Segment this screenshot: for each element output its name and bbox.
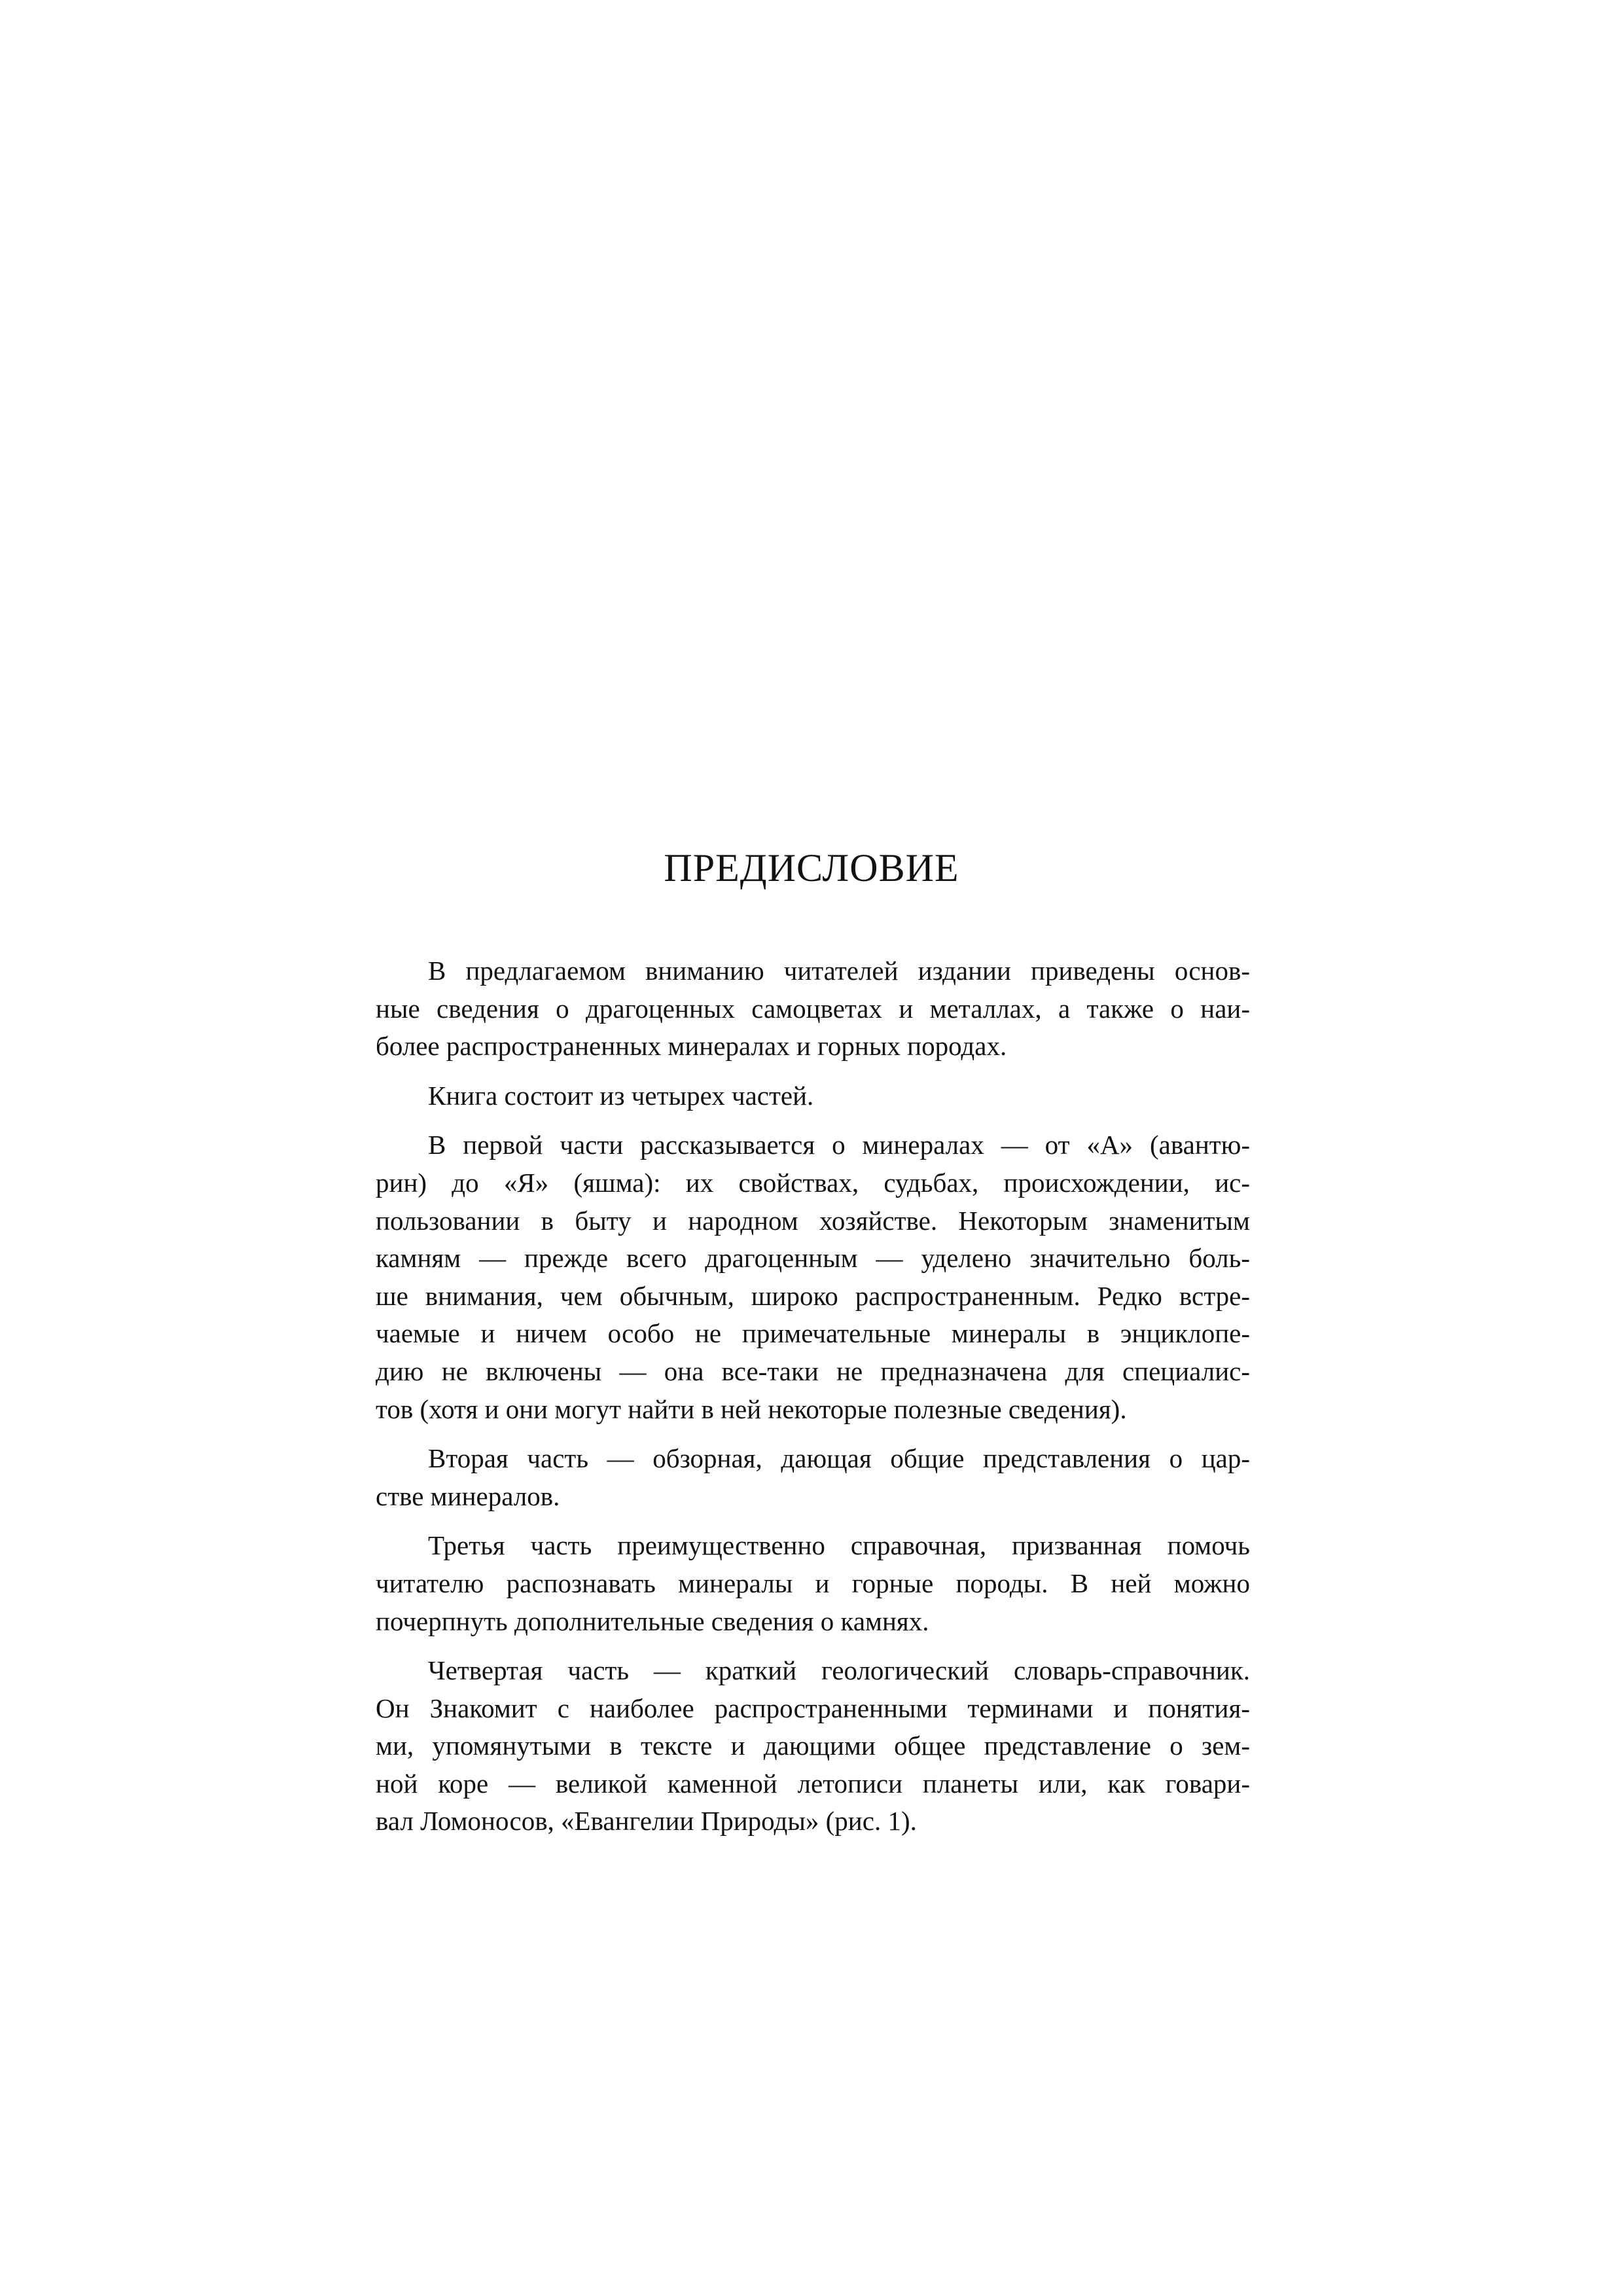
text-line: ми, упомянутыми в тексте и дающими общее представление о зем- — [376, 1731, 1250, 1761]
text-line: камням — прежде всего драгоценным — уделено значительно боль- — [376, 1243, 1250, 1274]
text-line: Он Знакомит с наиболее распространенными терминами и понятия- — [376, 1693, 1250, 1723]
preface-body — [376, 952, 1250, 1840]
text-line: более распространенных минералах и горных породах. — [376, 1031, 1007, 1062]
paragraph-2 — [376, 1077, 1250, 1115]
text-line: Книга состоит из четырех частей. — [428, 1080, 814, 1111]
paragraph-3 — [376, 1126, 1250, 1428]
text-line: пользовании в быту и народном хозяйстве. Некоторым знаменитым — [376, 1205, 1250, 1236]
text-line: читателю распознавать минералы и горные породы. В ней можно — [376, 1568, 1250, 1598]
paragraph-4 — [376, 1440, 1250, 1515]
text-line: дию не включены — она все-таки не предназначена для специалис- — [376, 1355, 1250, 1386]
text-line: почерпнуть дополнительные сведения о камнях. — [376, 1605, 929, 1636]
paragraph-1 — [376, 952, 1250, 1066]
text-line: ной коре — великой каменной летописи планеты или, как говари- — [376, 1768, 1250, 1799]
text-line: В первой части рассказывается о минералах — от «А» (авантю- — [428, 1130, 1250, 1160]
text-line: В предлагаемом вниманию читателей издании приведены основ- — [428, 956, 1250, 986]
text-line: тов (хотя и они могут найти в ней некоторые полезные сведения). — [376, 1393, 1127, 1424]
paragraph-5 — [376, 1527, 1250, 1640]
paragraph-6 — [376, 1652, 1250, 1840]
text-line: Третья часть преимущественно справочная, призванная помочь — [428, 1530, 1250, 1561]
text-line: чаемые и ничем особо не примечательные минералы в энциклопе- — [376, 1318, 1250, 1349]
text-line: Четвертая часть — краткий геологический словарь-справочник. — [428, 1655, 1250, 1686]
text-line: вал Ломоносов, «Евангелии Природы» (рис. 1). — [376, 1806, 917, 1837]
text-line: ные сведения о драгоценных самоцветах и металлах, а также о наи- — [376, 993, 1250, 1024]
text-line: стве минералов. — [376, 1480, 560, 1511]
text-line: рин) до «Я» (яшма): их свойствах, судьбах, происхождении, ис- — [376, 1167, 1250, 1198]
text-line: ше внимания, чем обычным, широко распространенным. Редко встре- — [376, 1280, 1250, 1311]
page-title: ПРЕДИСЛОВИЕ — [664, 846, 959, 889]
text-line: Вторая часть — обзорная, дающая общие представления о цар- — [428, 1443, 1250, 1474]
